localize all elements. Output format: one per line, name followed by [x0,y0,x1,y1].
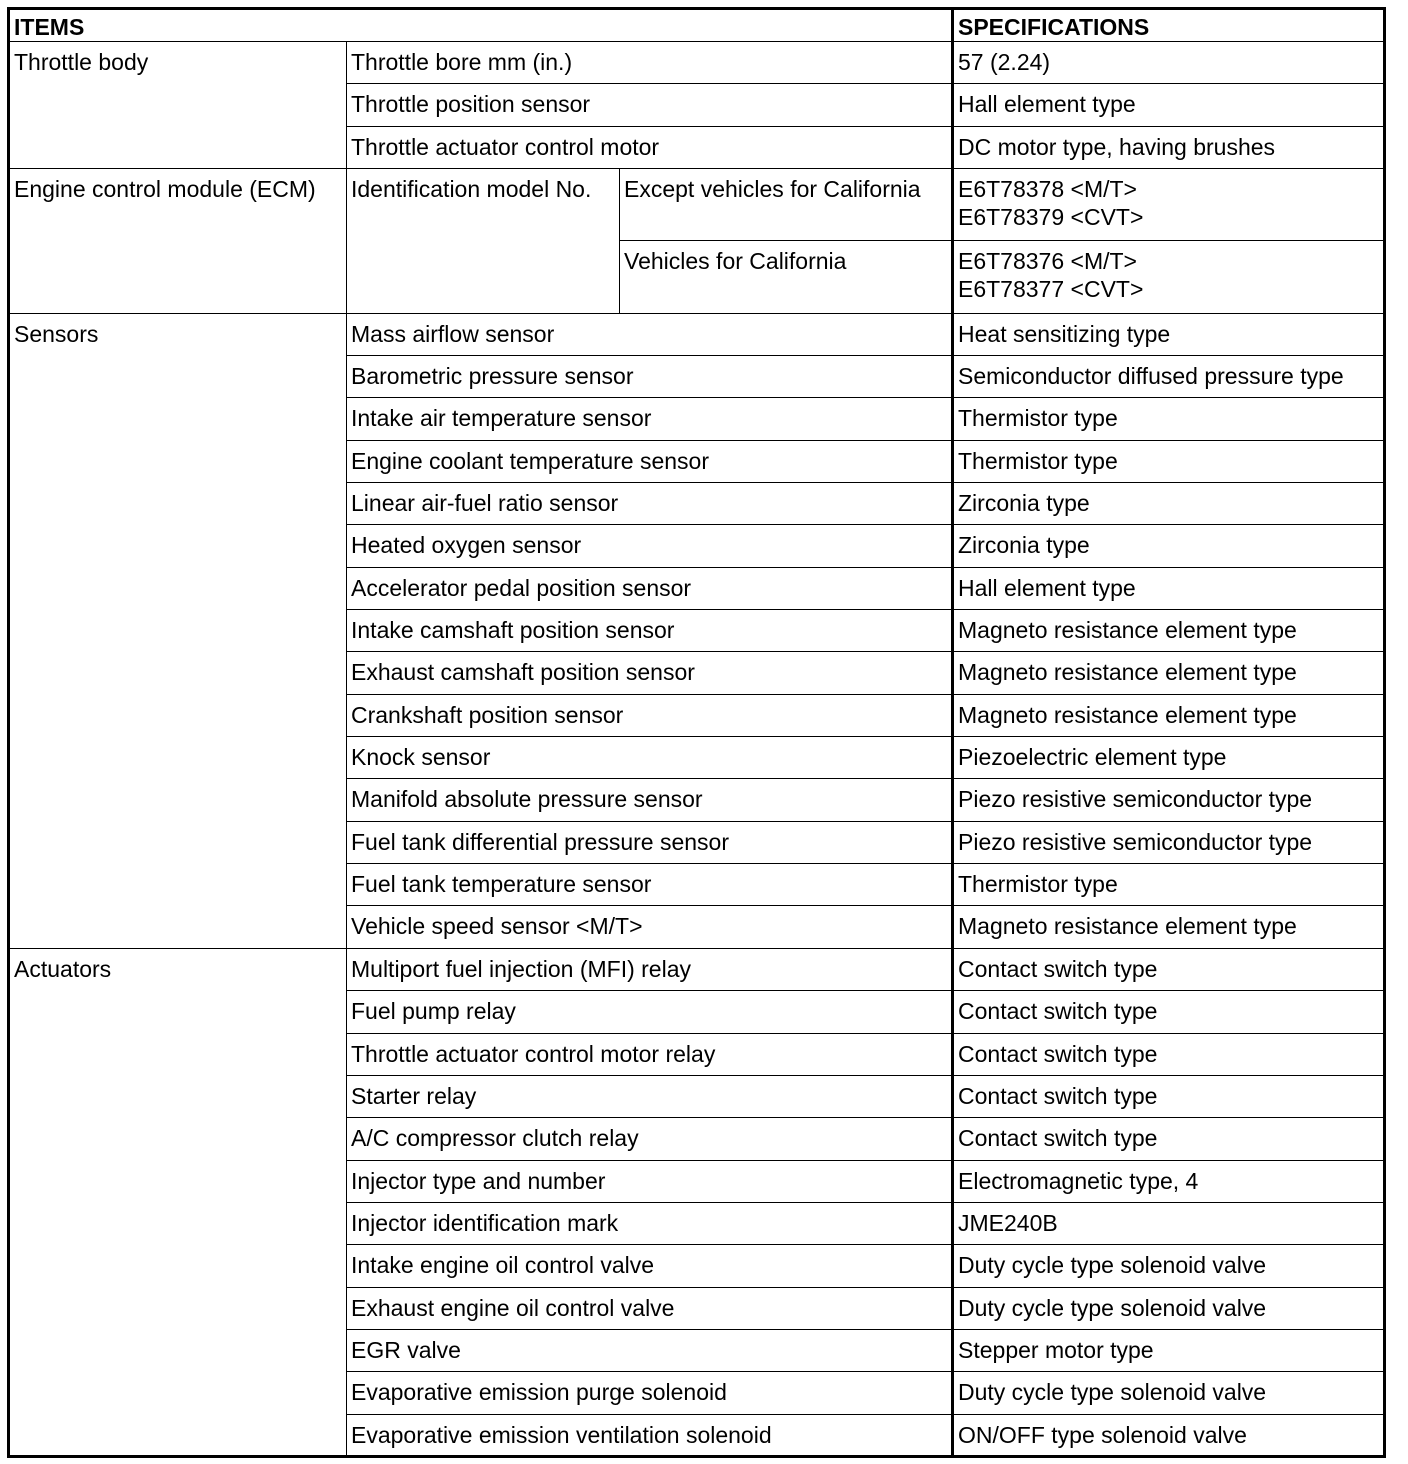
header-specifications: SPECIFICATIONS [953,9,1385,42]
group-actuators: Actuators [9,948,347,1456]
spec-cell: Contact switch type [953,1075,1385,1117]
item-cell: Intake camshaft position sensor [347,610,953,652]
spec-line: E6T78378 <M/T> [958,176,1137,203]
header-items: ITEMS [9,9,953,42]
item-cell: Multiport fuel injection (MFI) relay [347,948,953,990]
spec-cell: Thermistor type [953,398,1385,440]
item-cell: Intake air temperature sensor [347,398,953,440]
spec-cell: Piezoelectric element type [953,737,1385,779]
item-cell: Fuel tank temperature sensor [347,864,953,906]
item-cell: Exhaust camshaft position sensor [347,652,953,694]
spec-cell: Contact switch type [953,991,1385,1033]
spec-line: E6T78376 <M/T> [958,248,1137,275]
table-row [9,313,1385,355]
item-cell: Crankshaft position sensor [347,694,953,736]
item-cell: Injector type and number [347,1160,953,1202]
spec-cell: Heat sensitizing type [953,313,1385,355]
spec-cell: Duty cycle type solenoid valve [953,1287,1385,1329]
group-ecm: Engine control module (ECM) [9,169,347,314]
item-cell: Fuel tank differential pressure sensor [347,821,953,863]
table-row [9,42,1385,84]
spec-cell: ON/OFF type solenoid valve [953,1414,1385,1456]
item-cell: Evaporative emission ventilation solenoid [347,1414,953,1456]
item-cell: Exhaust engine oil control valve [347,1287,953,1329]
spec-cell: Magneto resistance element type [953,906,1385,948]
spec-cell: Zirconia type [953,525,1385,567]
item-cell: Heated oxygen sensor [347,525,953,567]
item-cell: Vehicle speed sensor <M/T> [347,906,953,948]
group-sensors: Sensors [9,313,347,948]
variant-cell: Vehicles for California [620,241,953,313]
spec-cell: DC motor type, having brushes [953,126,1385,168]
spec-cell: Thermistor type [953,440,1385,482]
item-cell: A/C compressor clutch relay [347,1118,953,1160]
item-cell: Injector identification mark [347,1202,953,1244]
spec-cell: Contact switch type [953,1118,1385,1160]
spec-cell: Semiconductor diffused pressure type [953,356,1385,398]
table-header-row [9,9,1385,42]
spec-cell: JME240B [953,1202,1385,1244]
item-cell: Evaporative emission purge solenoid [347,1372,953,1414]
item-cell: Throttle actuator control motor relay [347,1033,953,1075]
item-cell: Engine coolant temperature sensor [347,440,953,482]
spec-cell: Hall element type [953,567,1385,609]
specifications-table [7,7,1386,1458]
item-cell: EGR valve [347,1329,953,1371]
spec-line: E6T78377 <CVT> [958,276,1144,303]
item-cell: Starter relay [347,1075,953,1117]
item-cell: Throttle position sensor [347,84,953,126]
spec-cell [953,169,1385,241]
table-row [9,169,1385,241]
spec-cell: Magneto resistance element type [953,652,1385,694]
variant-cell: Except vehicles for California [620,169,953,241]
item-cell: Accelerator pedal position sensor [347,567,953,609]
spec-cell: Stepper motor type [953,1329,1385,1371]
spec-cell: Piezo resistive semiconductor type [953,821,1385,863]
spec-cell [953,241,1385,313]
item-cell: Fuel pump relay [347,991,953,1033]
spec-cell: Duty cycle type solenoid valve [953,1372,1385,1414]
item-cell: Manifold absolute pressure sensor [347,779,953,821]
item-cell: Barometric pressure sensor [347,356,953,398]
spec-cell: Electromagnetic type, 4 [953,1160,1385,1202]
spec-cell: Contact switch type [953,948,1385,990]
spec-cell: Zirconia type [953,483,1385,525]
spec-cell: Contact switch type [953,1033,1385,1075]
item-cell: Intake engine oil control valve [347,1245,953,1287]
item-cell: Identification model No. [347,169,620,314]
item-cell: Throttle bore mm (in.) [347,42,953,84]
spec-cell: Piezo resistive semiconductor type [953,779,1385,821]
item-cell: Knock sensor [347,737,953,779]
group-throttle-body: Throttle body [9,42,347,169]
table-row [9,948,1385,990]
spec-cell: Magneto resistance element type [953,694,1385,736]
spec-cell: Magneto resistance element type [953,610,1385,652]
item-cell: Mass airflow sensor [347,313,953,355]
item-cell: Throttle actuator control motor [347,126,953,168]
item-cell: Linear air-fuel ratio sensor [347,483,953,525]
spec-cell: Duty cycle type solenoid valve [953,1245,1385,1287]
spec-line: E6T78379 <CVT> [958,204,1144,231]
spec-cell: Hall element type [953,84,1385,126]
spec-cell: Thermistor type [953,864,1385,906]
spec-cell: 57 (2.24) [953,42,1385,84]
